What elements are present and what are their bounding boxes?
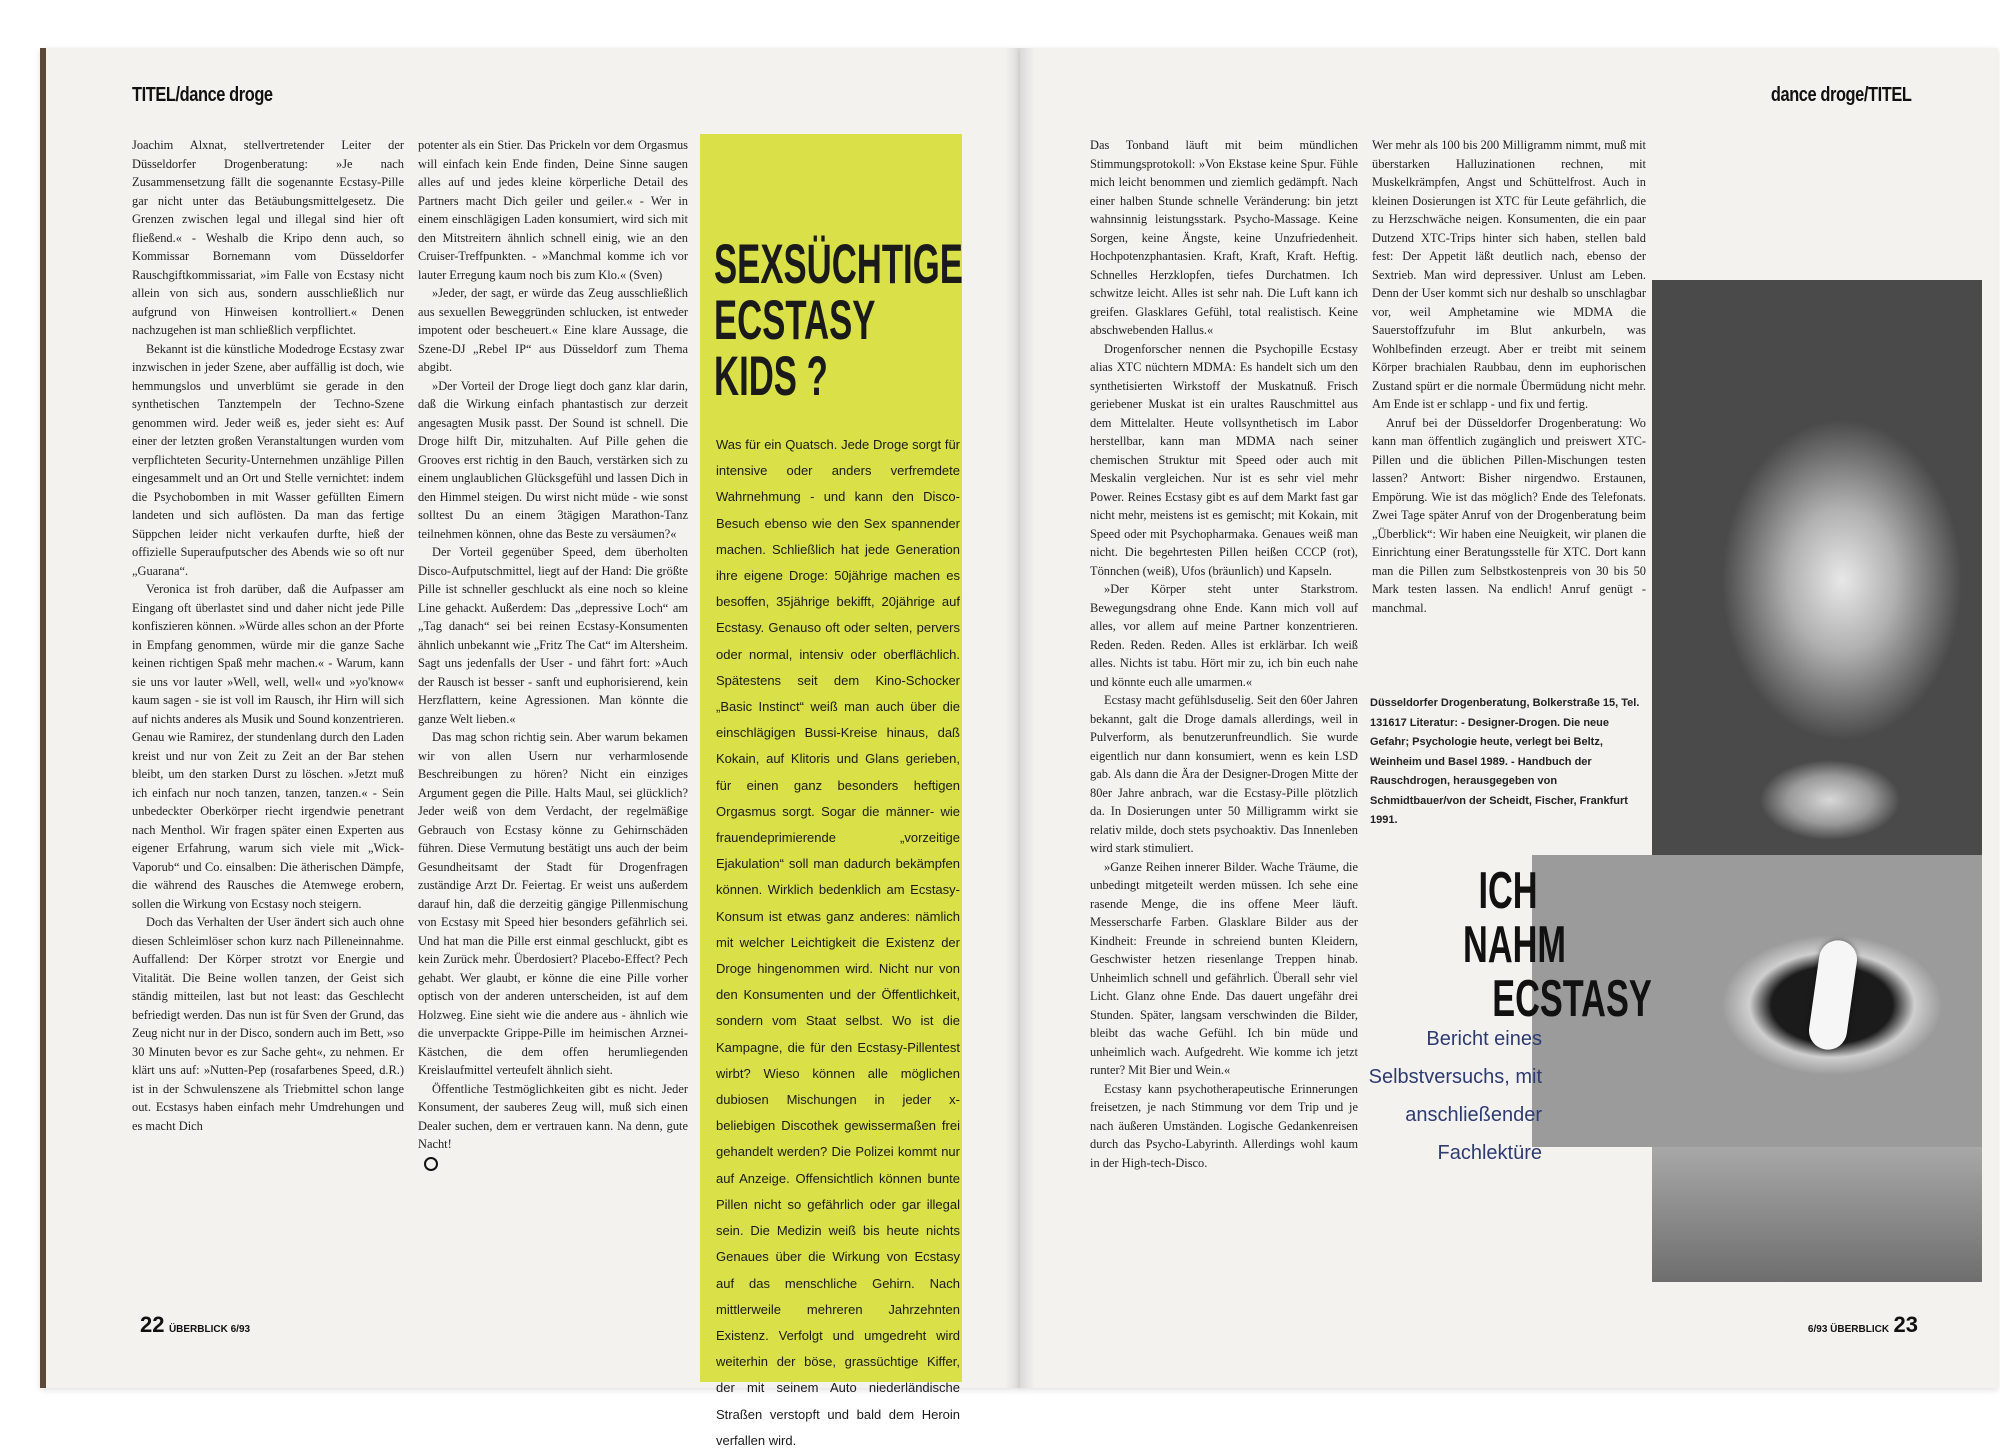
paragraph: »Ganze Reihen innerer Bilder. Wache Träume, die unbedingt mitgeteilt werden müssen. Ich sehe eine rasende Menge, die ins offene Meer läuft. Messerscharfe Farben. Glasklare Bilder aus der Kindheit: Freunde in schreiend bunten Kleidern, Geschwister hetzen riesenlange Treppen hinab. Unheimlich schnell und gefährlich. Überall sehr viel Licht. Glanz ohne Ende. Das dauert ungefähr drei Stunden. Später, langsam verschwinden die Bilder, bleibt das wache Gefühl. Ich bin müde und unheimlich wach. Aufgedreht. Wie komme ich jetzt runter? Mit Bier und Wein.«: [1090, 859, 1358, 1077]
page-gutter: [1005, 48, 1035, 1388]
headline-line: ECSTASY: [714, 288, 876, 351]
paragraph: Veronica ist froh darüber, daß die Aufpasser am Eingang oft überlastet sind und daher nicht jede Pille konfiszieren können. »Würde alles schon an der Pforte in Empfang genommen, würde mir die ganze Sache keinen richtigen Spaß mehr machen.« - Warum, kann sie uns vor lauter »Well, well, well« und »yo'know« kaum sagen - sie ist voll im Rausch, ihr Hirn will sich auf nichts anderes als Musik und Sound konzentrieren. Genau wie Ramirez, der stundenlang durch den Laden kreist und nur von Zeit zu Zeit an der Bar stehen bleibt, um den starken Durst zu löschen. »Jetzt muß ich einfach nur noch tanzen, tanzen, tanzen.« - Sein unbedeckter Oberkörper riecht irgendwie penetrant nach Menthol. Wir fragen später einen Experten aus eigener Erfahrung, warum sich viele mit „Wick-Vaporub“ und Co. einsalben: Die ätherischen Dämpfe, die während des Rausches die Atemwege erobern, sollen die Wirkung von Ecstasy noch steigern.: [132, 582, 404, 911]
sidebar-body: Was für ein Quatsch. Jede Droge sorgt für intensive oder anders verfremdete Wahrnehmung - und kann den Disco-Besuch ebenso wie den Sex spannender machen. Schließlich hat jede Generation ihre eigene Droge: 50jährige machen es besoffen, 35jährige bekifft, 20jährige auf Ecstasy. Genauso oft oder selten, pervers oder normal, intensiv oder oberflächlich. Spätestens seit dem Kino-Schocker „Basic Instinct“ weiß man auch über die einschlägigen Bussi-Kreise hinaus, daß Kokain, auf Klitoris und Glans gerieben, für einen ganz besonders heftigen Orgasmus sorgt. Sogar die männer- wie frauendeprimierende „vorzeitige Ejakulation“ soll man dadurch bekämpfen können. Wirklich bedenklich am Ecstasy-Konsum ist etwas ganz anderes: nämlich mit welcher Leichtigkeit die Existenz der Droge hingenommen wird. Nicht nur von den Konsumenten und der Öffentlichkeit, sondern vom Staat selbst. Wo ist die Kampagne, die für den Ecstasy-Pillentest wirbt? Wieso können alle möglichen dubiosen Mischungen in jeder x-beliebigen Discothek gewissermaßen frei gehandelt werden? Die Polizei kommt nur auf Anzeige. Offensichtlich können bunte Pillen nicht so gefährlich oder gar illegal sein. Die Medizin weiß bis heute nichts Genaues über die Wirkung von Ecstasy auf das menschliche Gehirn. Nach mittlerweile mehreren Jahrzehnten Existenz. Verfolgt und umgedreht wird weiterhin der böse, grassüchtige Kiffer, der mit seinem Auto niederländische Straßen verstopft und bald dem Heroin verfallen wird.: [716, 437, 960, 1448]
paragraph: »Der Vorteil der Droge liegt doch ganz klar darin, daß die Wirkung einfach phantastisch zur derzeit angesagten Musik passt. Der Sound ist schnell. Die Droge hilft Dir, mitzuhalten. Auf Pille gehen die Grooves erst richtig in den Bauch, verstärken sich zu einem unglaublichen Glücksgefühl und lassen Dich in den Himmel steigen. Du wirst nicht müde - wie sonst solltest Du an einem 3tägigen Marathon-Tanz teilnehmen können, ohne das Beste zu versäumen?«: [418, 378, 688, 541]
paragraph: Doch das Verhalten der User ändert sich auch ohne diesen Schleimlöser schon kurz nach Pilleneinnahme. Auffallend: Der Körper strotzt vor Energie und Vitalität. Die Beine wollen tanzen, der Geist sich ständig mitteilen, last but not least: das Geschlecht befriedigt werden. Das nun ist für Sven der Grund, das Zeug nicht nur in der Disco, sondern auch im Bett, »so 30 Minuten bevor es zur Sache geht«, zu nehmen. Er klärt uns auf: »Nutten-Pep (rosafarbenes Speed, d.R.) ist in der Schwulenszene als Triebmittel schon lange out. Ecstasys haben einfach mehr Umdrehungen und es macht Dich: [132, 915, 404, 1133]
right-folio: [1808, 1312, 1918, 1338]
paragraph: potenter als ein Stier. Das Prickeln vor dem Orgasmus will einfach kein Ende finden, Deine Sinne saugen alles auf und jedes kleine körperliche Detail des Partners macht Dich geiler und geiler.« - Wer in einem einschlägigen Laden konsumiert, wird sich mit den Mitstreitern ähnlich schnell einig, wie an den Cruiser-Treffpunkten. - »Manchmal komme ich vor lauter Erregung kaum noch bis zum Klo.« (Sven): [418, 138, 688, 282]
paragraph: Öffentliche Testmöglichkeiten gibt es nicht. Jeder Konsument, der sauberes Zeug will, muß sich einen Dealer suchen, dem er vertrauen kann. Na denn, gute Nacht!: [418, 1081, 688, 1151]
paragraph: Anruf bei der Düsseldorfer Drogenberatung: Wo kann man öffentlich zugänglich und preiswert XTC-Pillen und die üblichen Pillen-Mischungen testen lassen? Antwort: Bisher nirgendwo. Erstaunen, Empörung. Wie ist das möglich? Ende des Telefonats. Zwei Tage später Anruf von der Drogenberatung beim „Überblick“: Wir haben eine Neuigkeit, wir planen die Einrichtung einer Beratungsstelle für XTC. Dort kann man die Pillen zum Selbstkostenpreis von 30 bis 50 Mark testen lassen. Na endlich! Anruf genügt - manchmal.: [1372, 415, 1646, 615]
paragraph: »Jeder, der sagt, er würde das Zeug ausschließlich aus sexuellen Beweggründen schlucken, ist entweder impotent oder bescheuert.« Eine klare Aussage, die Szene-DJ „Rebel IP“ aus Düsseldorf zum Thema abgibt.: [418, 286, 688, 374]
left-column-1: [132, 136, 404, 1292]
right-column-2: [1372, 136, 1646, 686]
issue-label: 6/93 ÜBERBLICK: [1807, 1324, 1890, 1335]
paragraph: Das Tonband läuft mit beim mündlichen Stimmungsprotokoll: »Von Ekstase keine Spur. Fühle mich leicht benommen und ziemlich gedämpft. Nach einer halben Stunde schnelle Veränderung: bin jetzt wahnsinnig leistungsstark. Psycho-Massage. Keine Sorgen, keine Ängste, keine Unzufriedenheit. Hochpotenzphantasien. Kraft, Kraft, Kraft. Heftig. Schnelles Herzklopfen, tiefes Durchatmen. Ich schwitze leicht. Alles ist sehr nah. Die Luft kann ich greifen. Glasklares Gefühl, total realistisch. Keine abschwebenden Hallus.«: [1090, 138, 1358, 337]
headline-line: ICH: [1478, 862, 1538, 920]
headline-line: SEXSÜCHTIGE: [714, 232, 963, 295]
paragraph: Bekannt ist die künstliche Modedroge Ecstasy zwar inzwischen in jeder Szene, aber auffällig ist doch, wie hemmungslos und unverblümt sie gerade in den synthetischen Tanztempeln der Techno-Szene genommen wird. Jeder weiß es, jeder sieht es: Auf einer der letzten großen Veranstaltungen wurden vom verpflichteten Security-Unternehmen unzählige Pillen eingesammelt und an Ort und Stelle vernichtet: indem die Psychobomben in mit Wasser gefüllten Eimern landeten und sich auflösten. Da man das fertige Süppchen leider nicht verkaufen durfte, hieß der offizielle Superaufputscher des Abends wie so oft nur „Guarana“.: [132, 341, 404, 578]
feature-headline: [1410, 862, 1652, 1028]
headline-line: NAHM: [1463, 916, 1566, 974]
headline-line: ECSTASY: [1492, 970, 1652, 1028]
chin-photo: [1652, 1147, 1982, 1282]
paragraph: Drogenforscher nennen die Psychopille Ecstasy alias XTC nüchtern MDMA: Es handelt sich um den synthetisierten Wirkstoff der Muskatnuß. Frisch geriebener Muskat ist ein uraltes Rauschmittel aus dem Mittelalter. Heute vollsynthetisch im Labor herstellbar, kann man MDMA nach seiner chemischen Struktur mit Speed oder auch mit Meskalin vergleichen. Nur ist es sehr viel mehr Power. Reines Ecstasy gibt es auf dem Markt fast gar nicht mehr, meistens ist es gemischt; mit Kokain, mit Speed oder mit Psychopharmaka. Genaues weiß man nicht. Die begehrtesten Pillen heißen CCCP (rot), Tönnchen (weiß), Ufos (bräunlich) und Kapseln.: [1090, 341, 1358, 578]
feature-subhead: Bericht eines Selbstversuchs, mit anschließender Fachlektüre: [1368, 1028, 1542, 1164]
left-column-2: [418, 136, 688, 1292]
paragraph: Ecstasy kann psychotherapeutische Erinnerungen freisetzen, je nach Stimmung vor dem Trip und je nach äußeren Umständen. Logische Gedankenreisen durch das Psycho-Labyrinth. Allerdings wohl kaum in der High-tech-Disco.: [1090, 1081, 1358, 1170]
paragraph: Joachim Alxnat, stellvertretender Leiter der Düsseldorfer Drogenberatung: »Je nach Zusammensetzung fällt die sogenannte Ecstasy-Pille gar nicht unter das Betäubungsmittelgesetz. Die Grenzen zwischen legal und illegal sind hier oft fließend.« - Weshalb die Kripo denn auch, so Kommissar Bornemann vom Düsseldorfer Rauschgiftkommissariat, »im Falle von Ecstasy nicht allein von sich aus, sondern ausschließlich nur aufgrund von Hinweisen kontrolliert.« Denen nachzugehen ist man schließlich verpflichtet.: [132, 138, 404, 337]
left-running-head: TITEL/dance droge: [132, 84, 273, 106]
paragraph: Ecstasy macht gefühlsduselig. Seit den 60er Jahren bekannt, galt die Droge damals allerdings, weil in Pulverform, als benutzerunfreundlich. Sie wurde eigentlich nur dann konsumiert, wenn es kein LSD gab. Als dann die Ära der Designer-Drogen Mitte der 80er Jahre anbrach, war die Ecstasy-Pille plötzlich da. In Dosierungen unter 50 Milligramm wirkt sie relativ milde, doch stets psychoaktiv. Das Innenleben wird stark stimuliert.: [1090, 693, 1358, 855]
sidebar-headline: [714, 232, 963, 407]
page-number: 23: [1893, 1312, 1918, 1337]
paragraph: Der Vorteil gegenüber Speed, dem überholten Disco-Aufputschmittel, liegt auf der Hand: Die größte Pille ist schneller geschluckt als eine noch so kleine Line gehackt. Außerdem: Das „depressive Loch“ am „Tag danach“ sei bei reinen Ecstasy-Konsumenten ähnlich unbekannt wie „Fritz The Cat“ im Altersheim. Sagt uns jedenfalls der User - und fährt fort: »Auch der Rausch ist besser - sanft und euphorisierend, kein Herzflattern, keine Agressionen. Man könnte die ganze Welt lieben.«: [418, 545, 688, 726]
end-of-article-icon: [424, 1157, 438, 1171]
paragraph: Das mag schon richtig sein. Aber warum bekamen wir von allen Usern nur verharmlosende Beschreibungen zu hören? Nicht ein einziges Argument gegen die Pille. Halts Maul, sei glücklich? Jeder weiß von dem Verdacht, der regelmäßige Gebrauch von Ecstasy könne zu Gehirnschäden führen. Diese Vermutung bestätigt uns auch der beim Gesundheitsamt der Stadt für Drogenfragen zuständige Arzt Dr. Feiertag. Er weist uns außerdem darauf hin, daß die derzeitig gängige Pillenmischung von Ecstasy mit Speed hier besonders gefährlich sei. Und hat man die Pille erst einmal geschluckt, gibt es kein Zurück mehr. Überdosiert? Placebo-Effect? Pech gehabt. Wer glaubt, er könne die eine Pille vorher optisch von der anderen unterscheiden, ist auf dem Holzweg. Eine sieht wie die andere aus - ähnlich wie die unverpackte Grippe-Pille im heimischen Arznei-Kästchen, die dem offen herumliegenden Kreislaufmittel verteufelt ähnlich sieht.: [418, 730, 688, 1077]
paragraph: »Der Körper steht unter Starkstrom. Bewegungsdrang ohne Ende. Kann mich voll auf alles, vor allem auf meine Partner konzentrieren. Reden. Reden. Reden. Alles ist erklärbar. Ich weiß alles. Nichts ist tabu. Hört mir zu, ich bin euch nahe und könnte euch alle umarmen.«: [1090, 582, 1358, 689]
source-info: Düsseldorfer Drogenberatung, Bolkerstraße 15, Tel. 131617 Literatur: - Designer-Drogen. Die neue Gefahr; Psychologie heute, verlegt bei Beltz, Weinheim und Basel 1989. - Handbuch der Rauschdrogen, herausgegeben von Schmidtbauer/von der Scheidt, Fischer, Frankfurt 1991.: [1370, 697, 1640, 826]
right-column-1: [1090, 136, 1358, 1292]
page-number: 22: [140, 1312, 165, 1337]
issue-label: ÜBERBLICK 6/93: [168, 1324, 251, 1335]
right-running-head: dance droge/TITEL: [1771, 84, 1912, 106]
paragraph: Wer mehr als 100 bis 200 Milligramm nimmt, muß mit überstarken Halluzinationen rechnen, mit Muskelkrämpfen, Angst und Schüttelfrost. Auch in kleinen Dosierungen ist XTC für Leute gefährlich, die zu Herzschwäche neigen. Konsumenten, die ein paar Dutzend XTC-Trips hinter sich haben, stellen bald fest: Der Appetit läßt deutlich nach, ebenso der Sextrieb. Man wird depressiver. Unlust am Leben. Denn der User kommt sich nur deshalb so unschlagbar vor, weil Amphetamine wie MDMA die Sauerstoffzufuhr im Blut ankurbeln, was Wohlbefinden erzeugt. Aber er treibt mit seinem Körper brachialen Raubbau, denn im euphorischen Zustand spürt er die normale Übermüdung nicht mehr. Am Ende ist er schlapp - und fix und fertig.: [1372, 138, 1646, 411]
headline-line: KIDS ?: [714, 344, 828, 407]
left-folio: [140, 1312, 250, 1338]
